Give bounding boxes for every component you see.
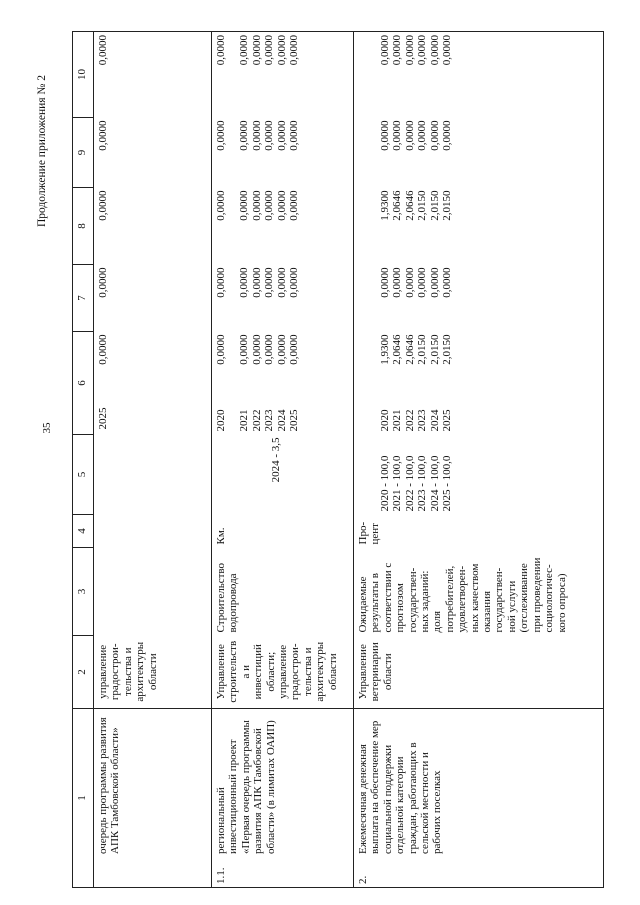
- value: 0,0000: [215, 120, 227, 151]
- header-cell: 8: [73, 188, 94, 265]
- value: 0,0000: [215, 190, 227, 221]
- value: 0,0000: [441, 35, 454, 66]
- value: 2,0646: [391, 190, 404, 221]
- value: 0,0000: [403, 267, 416, 298]
- year: 2021: [391, 409, 404, 432]
- row-targets: [354, 435, 604, 515]
- value: 0,0000: [94, 32, 212, 118]
- value: 0,0000: [379, 35, 391, 66]
- value: 0,0000: [275, 120, 288, 151]
- year: 2020: [379, 409, 391, 432]
- row-unit: Км.: [212, 515, 354, 548]
- target-value: 2021 - 100,0: [391, 455, 404, 512]
- value: 0,0000: [288, 190, 301, 221]
- year: 2022: [250, 409, 263, 432]
- target-value: 2022 - 100,0: [403, 455, 416, 512]
- value: 0,0000: [238, 190, 251, 221]
- header-cell: 5: [73, 435, 94, 515]
- value: 0,0000: [238, 35, 251, 66]
- row-description: [94, 709, 212, 888]
- value: 2,0646: [403, 190, 416, 221]
- row-number: 1.1.: [215, 867, 227, 884]
- row-target: [212, 435, 354, 515]
- value: 0,0000: [97, 120, 109, 151]
- header-cell: 1: [73, 709, 94, 888]
- value: 0,0000: [288, 267, 301, 298]
- year: 2021: [238, 409, 251, 432]
- value: 0,0000: [238, 120, 251, 151]
- target-value: 2025 - 100,0: [441, 455, 454, 512]
- value: 0,0000: [263, 190, 276, 221]
- year: 2020: [215, 409, 227, 432]
- years-list: [215, 410, 300, 432]
- value: 0,0000: [416, 120, 429, 151]
- target-value: 2023 - 100,0: [416, 455, 429, 512]
- value: 2,0646: [391, 334, 404, 365]
- table-row: [354, 32, 604, 888]
- values-list: [215, 335, 300, 365]
- value: 0,0000: [403, 35, 416, 66]
- row-description-text: Ежемесячная денежная выплата на обеспечение мер социальной поддержки отдельной категории граждан, работающих в сельской местности и рабочих поселках: [357, 720, 444, 854]
- value: 0,0000: [428, 267, 441, 298]
- year: 2025: [441, 409, 454, 432]
- value: 2,0150: [441, 190, 454, 221]
- page-number: 35: [41, 422, 53, 434]
- header-cell: 2: [73, 636, 94, 709]
- value: 2,0646: [403, 334, 416, 365]
- value: 0,0000: [275, 267, 288, 298]
- row-result: Строительство водопровода: [212, 548, 354, 636]
- values-list: [212, 118, 354, 188]
- value: 0,0000: [250, 267, 263, 298]
- value: 0,0000: [250, 35, 263, 66]
- value: 0,0000: [391, 35, 404, 66]
- year: 2023: [416, 409, 429, 432]
- value: 2,0150: [416, 334, 429, 365]
- years-list: [379, 410, 453, 432]
- value: 0,0000: [379, 120, 391, 151]
- value: 0,0000: [416, 267, 429, 298]
- row-description-text: региональный инвестиционный проект «Первая очередь программы развития АПК Тамбовской области» (в лимитах ОАИП): [215, 720, 277, 854]
- value: 0,0000: [275, 334, 288, 365]
- row-description: [354, 709, 604, 888]
- values-list: [354, 32, 604, 118]
- value: 0,0000: [263, 35, 276, 66]
- row-number: 2.: [357, 875, 369, 884]
- values-list: [354, 188, 604, 265]
- year: 2023: [263, 409, 276, 432]
- row-result: Ожидаемые результаты в соответствии с прогнозом государствен-ных заданий: доля потребителей, удовлетворен-ных качеством оказания государствен-ной услуги (отслеживание при проведении социологичес-кого опроса): [354, 548, 604, 636]
- value: 0,0000: [215, 334, 227, 365]
- target-value: 2020 - 100,0: [379, 455, 391, 512]
- continuation-label: Продолжение приложения № 2: [36, 74, 48, 228]
- value: 2,0150: [441, 334, 454, 365]
- value: 0,0000: [403, 120, 416, 151]
- value: 1,9300: [379, 334, 391, 365]
- value: 2,0150: [416, 190, 429, 221]
- value: 0,0000: [428, 120, 441, 151]
- value: 0,0000: [391, 120, 404, 151]
- header-cell: 4: [73, 515, 94, 548]
- values-list: [354, 118, 604, 188]
- value: 0,0000: [263, 334, 276, 365]
- value: 0,0000: [250, 334, 263, 365]
- year: 2025: [97, 407, 109, 430]
- value: 0,0000: [379, 267, 391, 298]
- value: 0,0000: [97, 334, 109, 365]
- values-list: [212, 32, 354, 118]
- year: 2022: [403, 409, 416, 432]
- year: 2025: [288, 409, 301, 432]
- row-responsible: Управление строительства и инвестиций области; управление градострои-тельства и архитектуры области: [212, 636, 354, 709]
- value: 0,0000: [238, 267, 251, 298]
- table-row: [94, 32, 212, 888]
- rotated-table-container: [72, 32, 632, 888]
- value: 0,0000: [250, 120, 263, 151]
- value: 0,0000: [97, 267, 109, 298]
- value: 0,0000: [288, 35, 301, 66]
- header-cell: 7: [73, 265, 94, 332]
- year: 2024: [275, 409, 288, 432]
- value: 0,0000: [441, 120, 454, 151]
- value: 0,0000: [263, 120, 276, 151]
- row-unit: Про-цент: [354, 515, 604, 548]
- values-list: [379, 335, 453, 365]
- value: 0,0000: [250, 190, 263, 221]
- value: 0,0000: [275, 190, 288, 221]
- row-description-text: очередь программы развития АПК Тамбовской области»: [97, 717, 122, 854]
- value: 0,0000: [441, 267, 454, 298]
- appendix-table: [72, 31, 604, 888]
- values-list: [212, 188, 354, 265]
- value: 2,0150: [428, 334, 441, 365]
- target-value: 2024 - 100,0: [428, 455, 441, 512]
- row-year-value: [94, 332, 212, 435]
- header-cell: 10: [73, 32, 94, 118]
- value: 0,0000: [275, 35, 288, 66]
- header-cell: 6: [73, 332, 94, 435]
- value: 1,9300: [379, 190, 391, 221]
- value: 0,0000: [215, 35, 227, 66]
- value: 0,0000: [428, 35, 441, 66]
- value: 0,0000: [238, 334, 251, 365]
- header-row: [73, 32, 94, 888]
- target-value: 2024 - 3,5: [270, 437, 282, 483]
- value: 0,0000: [288, 120, 301, 151]
- value: 0,0000: [215, 267, 227, 298]
- values-list: [212, 265, 354, 332]
- row-responsible: управление градострои-тельства и архитектуры области: [94, 636, 212, 709]
- row-description: [212, 709, 354, 888]
- value: 0,0000: [97, 190, 109, 221]
- header-cell: 9: [73, 118, 94, 188]
- table-row: [212, 32, 354, 888]
- value: 0,0000: [288, 334, 301, 365]
- value: 2,0150: [428, 190, 441, 221]
- year: 2024: [428, 409, 441, 432]
- value: 0,0000: [416, 35, 429, 66]
- row-responsible: Управление ветеринарии области: [354, 636, 604, 709]
- values-list: [354, 265, 604, 332]
- value: 0,0000: [263, 267, 276, 298]
- header-cell: 3: [73, 548, 94, 636]
- value: 0,0000: [391, 267, 404, 298]
